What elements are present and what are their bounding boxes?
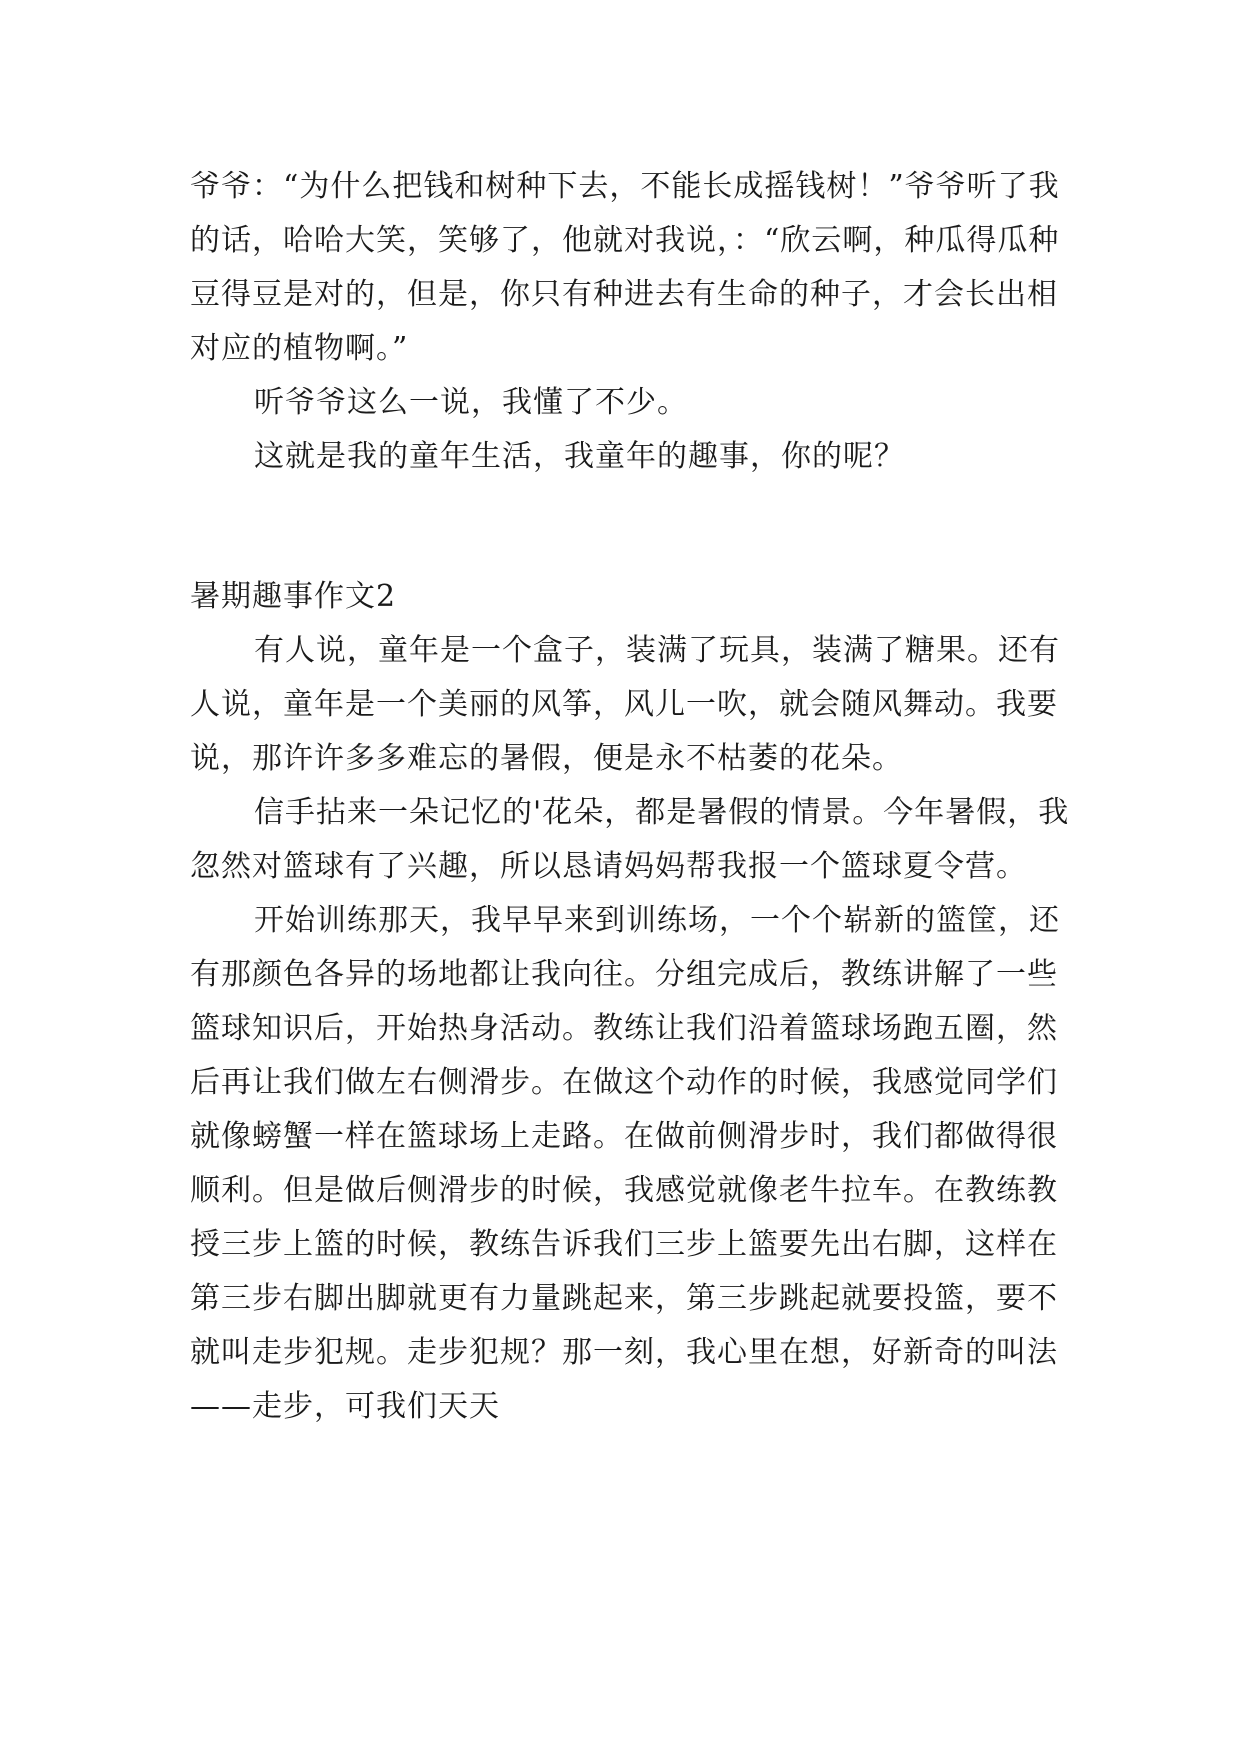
paragraph-grandpa-dialogue: 爷爷：“为什么把钱和树种下去，不能长成摇钱树！”爷爷听了我的话，哈哈大笑，笑够了，他就对我说，：“欣云啊，种瓜得瓜种豆得豆是对的，但是，你只有种进去有生命的种子，才会长出相对应的植物啊。” xyxy=(190,169,1060,366)
paragraph-training-day: 开始训练那天，我早早来到训练场，一个个崭新的篮筐，还有那颜色各异的场地都让我向往。分组完成后，教练讲解了一些篮球知识后，开始热身活动。教练让我们沿着篮球场跑五圈，然后再让我们做左右侧滑步。在做这个动作的时候，我感觉同学们就像螃蟹一样在篮球场上走路。在做前侧滑步时，我们都做得很顺利。但是做后侧滑步的时候，我感觉就像老牛拉车。在教练教授三步上篮的时候，教练告诉我们三步上篮要先出右脚，这样在第三步右脚出脚就更有力量跳起来，第三步跳起就要投篮，要不就叫走步犯规。走步犯规？那一刻，我心里在想，好新奇的叫法——走步，可我们天天 xyxy=(190,903,1060,1424)
paragraph-understood: 听爷爷这么一说，我懂了不少。 xyxy=(254,385,688,420)
paragraph-childhood-metaphor: 有人说，童年是一个盒子，装满了玩具，装满了糖果。还有人说，童年是一个美丽的风筝，风儿一吹，就会随风舞动。我要说，那许许多多难忘的暑假，便是永不枯萎的花朵。 xyxy=(190,633,1060,776)
essay-section-two xyxy=(190,570,1070,1434)
paragraph-childhood-closing: 这就是我的童年生活，我童年的趣事，你的呢？ xyxy=(254,439,905,474)
essay-section-one xyxy=(190,160,1070,484)
essay-title: 暑期趣事作文2 xyxy=(190,579,397,614)
paragraph-basketball-interest: 信手拈来一朵记忆的'花朵，都是暑假的情景。今年暑假，我忽然对篮球有了兴趣，所以恳请妈妈帮我报一个篮球夏令营。 xyxy=(190,795,1070,884)
